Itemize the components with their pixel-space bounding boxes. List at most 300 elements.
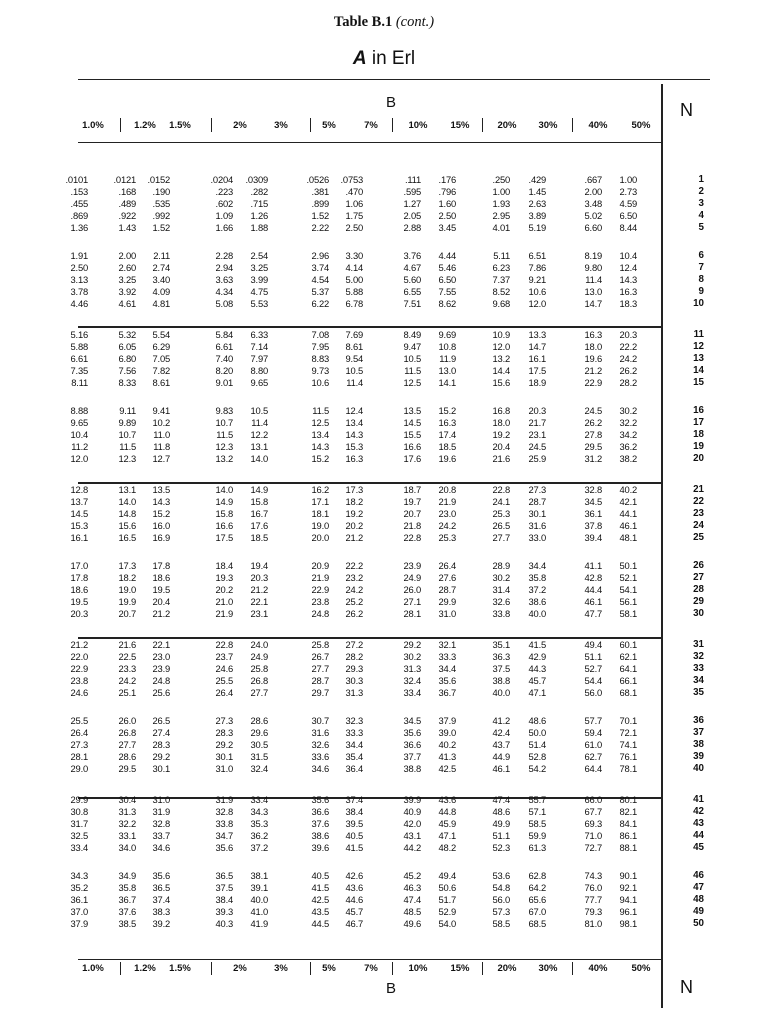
table-cell: 9.83 <box>215 405 233 416</box>
table-cell: 1.27 <box>403 198 421 209</box>
row-n-label: 17 <box>693 417 704 428</box>
table-cell: 16.2 <box>311 484 329 495</box>
table-cell: 58.1 <box>619 608 637 619</box>
table-subtitle <box>0 48 768 70</box>
table-cell: 42.5 <box>438 763 456 774</box>
table-cell: 24.0 <box>250 639 268 650</box>
row-n-label: 38 <box>693 739 704 750</box>
table-cell: 18.2 <box>345 496 363 507</box>
table-cell: 40.9 <box>403 806 421 817</box>
column-footer: 40% <box>588 963 608 974</box>
table-cell: .0753 <box>340 174 363 185</box>
column-footer: 7% <box>364 963 378 974</box>
row-n-label: 18 <box>693 429 704 440</box>
row-n-label: 14 <box>693 365 704 376</box>
table-cell: 14.7 <box>584 298 602 309</box>
row-n-label: 7 <box>698 262 704 273</box>
table-cell: 52.9 <box>438 906 456 917</box>
table-cell: 13.2 <box>215 453 233 464</box>
table-cell: 34.4 <box>528 560 546 571</box>
table-cell: 24.5 <box>584 405 602 416</box>
table-cell: 8.80 <box>250 365 268 376</box>
table-cell: 41.9 <box>250 918 268 929</box>
table-cell: 77.7 <box>584 894 602 905</box>
table-cell: 57.3 <box>492 906 510 917</box>
table-cell: 33.7 <box>152 830 170 841</box>
table-cell: 50.6 <box>438 882 456 893</box>
table-cell: 8.62 <box>438 298 456 309</box>
header-separator-2 <box>211 118 212 132</box>
table-cell: 48.1 <box>619 532 637 543</box>
header-separator-1 <box>120 118 121 132</box>
table-cell: 14.9 <box>250 484 268 495</box>
table-cell: 32.4 <box>250 763 268 774</box>
table-cell: 1.60 <box>438 198 456 209</box>
table-cell: 19.3 <box>215 572 233 583</box>
table-cell: 37.9 <box>438 715 456 726</box>
table-cell: 9.80 <box>584 262 602 273</box>
table-cell: 39.0 <box>438 727 456 738</box>
table-cell: 38.6 <box>528 596 546 607</box>
table-cell: 41.5 <box>345 842 363 853</box>
table-cell: 14.3 <box>311 441 329 452</box>
table-cell: 11.4 <box>251 417 268 428</box>
table-cell: 35.6 <box>152 870 170 881</box>
table-cell: 30.1 <box>215 751 233 762</box>
table-cell: 4.59 <box>619 198 637 209</box>
table-cell: 61.3 <box>528 842 546 853</box>
table-cell: 3.40 <box>152 274 170 285</box>
column-footer: 15% <box>450 963 470 974</box>
table-cell: 1.93 <box>492 198 510 209</box>
table-cell: 4.34 <box>215 286 233 297</box>
table-cell: 40.2 <box>619 484 637 495</box>
table-cell: 40.5 <box>345 830 363 841</box>
table-cell: 22.5 <box>118 651 136 662</box>
table-cell: 86.1 <box>619 830 637 841</box>
table-cell: 27.4 <box>152 727 170 738</box>
table-cell: 17.6 <box>403 453 421 464</box>
row-n-label: 27 <box>693 572 704 583</box>
column-header: 2% <box>233 120 247 131</box>
table-cell: 8.33 <box>118 377 136 388</box>
table-cell: 5.19 <box>528 222 546 233</box>
table-cell: 35.6 <box>403 727 421 738</box>
table-cell: 43.6 <box>438 794 456 805</box>
table-cell: 24.2 <box>345 584 363 595</box>
table-cell: 21.6 <box>118 639 136 650</box>
footer-separator-3 <box>310 962 311 975</box>
table-cell: 90.1 <box>619 870 637 881</box>
table-cell: 36.6 <box>403 739 421 750</box>
row-n-label: 44 <box>693 830 704 841</box>
table-cell: 38.4 <box>345 806 363 817</box>
table-cell: 28.3 <box>215 727 233 738</box>
table-cell: 39.1 <box>250 882 268 893</box>
table-cell: 74.1 <box>619 739 637 750</box>
table-cell: 19.0 <box>311 520 329 531</box>
table-cell: 3.48 <box>584 198 602 209</box>
table-cell: 2.54 <box>250 250 268 261</box>
table-cell: 15.5 <box>403 429 421 440</box>
table-cell: 2.00 <box>584 186 602 197</box>
table-cell: 35.8 <box>118 882 136 893</box>
table-cell: 14.5 <box>403 417 421 428</box>
table-cell: 59.9 <box>528 830 546 841</box>
table-cell: 11.4 <box>346 377 363 388</box>
table-cell: 22.2 <box>619 341 637 352</box>
table-cell: 11.4 <box>585 274 602 285</box>
table-cell: 14.0 <box>215 484 233 495</box>
table-cell: 27.2 <box>345 639 363 650</box>
table-cell: 3.45 <box>438 222 456 233</box>
table-cell: 20.9 <box>311 560 329 571</box>
table-cell: 45.9 <box>438 818 456 829</box>
table-cell: 11.5 <box>216 429 233 440</box>
table-cell: 52.7 <box>584 663 602 674</box>
table-cell: 7.37 <box>492 274 510 285</box>
table-cell: 1.75 <box>345 210 363 221</box>
table-cell: .899 <box>311 198 329 209</box>
header-separator-4 <box>392 118 393 132</box>
table-cell: 45.7 <box>345 906 363 917</box>
row-n-label: 30 <box>693 608 704 619</box>
table-cell: 49.9 <box>492 818 510 829</box>
table-cell: 14.3 <box>619 274 637 285</box>
table-cell: 37.2 <box>528 584 546 595</box>
table-cell: 6.80 <box>118 353 136 364</box>
table-cell: 42.6 <box>345 870 363 881</box>
table-cell: 19.7 <box>403 496 421 507</box>
table-cell: 32.8 <box>215 806 233 817</box>
table-cell: 64.2 <box>528 882 546 893</box>
table-cell: 23.9 <box>152 663 170 674</box>
column-header: 5% <box>322 120 336 131</box>
table-cell: .796 <box>438 186 456 197</box>
table-cell: 20.7 <box>403 508 421 519</box>
table-cell: 72.1 <box>619 727 637 738</box>
table-cell: 78.1 <box>619 763 637 774</box>
table-cell: 19.6 <box>438 453 456 464</box>
table-cell: 30.1 <box>528 508 546 519</box>
table-cell: 45.2 <box>403 870 421 881</box>
table-cell: 23.1 <box>250 608 268 619</box>
table-cell: 39.2 <box>152 918 170 929</box>
table-cell: 24.6 <box>70 687 88 698</box>
table-cell: 18.3 <box>619 298 637 309</box>
table-cell: 16.7 <box>250 508 268 519</box>
table-cell: 4.09 <box>152 286 170 297</box>
table-cell: 33.4 <box>250 794 268 805</box>
table-cell: 38.8 <box>492 675 510 686</box>
table-cell: 14.3 <box>345 429 363 440</box>
table-cell: 8.52 <box>492 286 510 297</box>
table-cell: 16.1 <box>528 353 546 364</box>
table-cell: 10.8 <box>438 341 456 352</box>
table-cell: 31.3 <box>345 687 363 698</box>
table-cell: 7.82 <box>152 365 170 376</box>
table-cell: 10.7 <box>215 417 233 428</box>
table-cell: 50.0 <box>528 727 546 738</box>
table-cell: 28.7 <box>528 496 546 507</box>
table-cell: 8.61 <box>345 341 363 352</box>
table-cell: 51.1 <box>492 830 510 841</box>
table-cell: 57.1 <box>528 806 546 817</box>
table-cell: 19.5 <box>70 596 88 607</box>
row-n-label: 5 <box>698 222 704 233</box>
table-cell: 31.3 <box>118 806 136 817</box>
table-cell: 34.3 <box>70 870 88 881</box>
table-cell: 35.6 <box>311 794 329 805</box>
table-cell: 17.6 <box>250 520 268 531</box>
table-cell: 25.5 <box>215 675 233 686</box>
table-cell: 25.1 <box>118 687 136 698</box>
table-cell: 21.9 <box>215 608 233 619</box>
table-cell: 1.88 <box>250 222 268 233</box>
table-cell: 10.5 <box>403 353 421 364</box>
table-cell: 2.95 <box>492 210 510 221</box>
table-cell: 24.2 <box>118 675 136 686</box>
table-cell: 35.1 <box>492 639 510 650</box>
table-cell: 12.0 <box>528 298 546 309</box>
table-cell: 11.2 <box>71 441 88 452</box>
table-cell: 46.3 <box>403 882 421 893</box>
table-cell: 15.2 <box>311 453 329 464</box>
table-cell: 12.8 <box>70 484 88 495</box>
table-cell: 31.4 <box>492 584 510 595</box>
table-cell: 18.6 <box>70 584 88 595</box>
table-cell: 1.09 <box>215 210 233 221</box>
table-cell: 8.61 <box>152 377 170 388</box>
table-cell: 9.89 <box>118 417 136 428</box>
table-cell: 13.1 <box>250 441 268 452</box>
table-cell: 84.1 <box>619 818 637 829</box>
table-cell: 13.5 <box>403 405 421 416</box>
table-cell: 61.0 <box>584 739 602 750</box>
table-cell: 70.1 <box>619 715 637 726</box>
table-cell: 39.4 <box>584 532 602 543</box>
table-cell: 34.7 <box>215 830 233 841</box>
table-cell: 29.9 <box>438 596 456 607</box>
table-cell: 7.95 <box>311 341 329 352</box>
table-cell: 30.2 <box>619 405 637 416</box>
column-header: 1.0% <box>82 120 104 131</box>
table-cell: 1.00 <box>619 174 637 185</box>
table-cell: 30.2 <box>403 651 421 662</box>
table-cell: 5.53 <box>250 298 268 309</box>
table-cell: 12.7 <box>152 453 170 464</box>
table-cell: 33.0 <box>528 532 546 543</box>
table-cell: 48.5 <box>403 906 421 917</box>
table-cell: 25.3 <box>492 508 510 519</box>
table-title-main: Table B.1 <box>333 14 393 30</box>
table-cell: 7.05 <box>152 353 170 364</box>
column-header: 30% <box>538 120 558 131</box>
table-cell: 10.2 <box>152 417 170 428</box>
table-cell: 7.51 <box>403 298 421 309</box>
row-n-label: 39 <box>693 751 704 762</box>
table-cell: 58.5 <box>528 818 546 829</box>
row-n-label: 47 <box>693 882 704 893</box>
table-cell: 21.2 <box>345 532 363 543</box>
table-cell: 31.7 <box>70 818 88 829</box>
table-cell: 26.0 <box>118 715 136 726</box>
table-cell: 16.3 <box>619 286 637 297</box>
table-cell: 16.3 <box>584 329 602 340</box>
table-cell: 45.7 <box>528 675 546 686</box>
table-cell: 44.3 <box>528 663 546 674</box>
table-cell: 8.44 <box>619 222 637 233</box>
table-cell: 27.7 <box>311 663 329 674</box>
table-cell: 74.3 <box>584 870 602 881</box>
table-cell: 5.54 <box>152 329 170 340</box>
table-cell: 43.6 <box>345 882 363 893</box>
table-cell: 20.4 <box>152 596 170 607</box>
row-n-label: 34 <box>693 675 704 686</box>
table-cell: 3.76 <box>403 250 421 261</box>
table-cell: 28.9 <box>492 560 510 571</box>
table-cell: 37.5 <box>492 663 510 674</box>
row-n-label: 8 <box>698 274 704 285</box>
table-cell: .0204 <box>210 174 233 185</box>
row-n-label: 3 <box>698 198 704 209</box>
table-cell: 6.55 <box>403 286 421 297</box>
table-cell: 29.3 <box>345 663 363 674</box>
table-cell: 31.5 <box>250 751 268 762</box>
table-cell: 20.3 <box>250 572 268 583</box>
table-cell: 38.2 <box>619 453 637 464</box>
table-cell: 9.69 <box>438 329 456 340</box>
table-cell: .489 <box>118 198 136 209</box>
table-cell: .470 <box>345 186 363 197</box>
table-cell: 36.1 <box>70 894 88 905</box>
table-cell: 16.5 <box>118 532 136 543</box>
table-cell: 35.8 <box>528 572 546 583</box>
table-cell: 23.9 <box>403 560 421 571</box>
table-cell: 24.2 <box>619 353 637 364</box>
table-cell: 6.78 <box>345 298 363 309</box>
table-cell: 9.21 <box>528 274 546 285</box>
table-cell: 17.4 <box>438 429 456 440</box>
row-n-label: 31 <box>693 639 704 650</box>
table-cell: 41.5 <box>528 639 546 650</box>
table-cell: 26.8 <box>118 727 136 738</box>
table-cell: 22.8 <box>215 639 233 650</box>
table-cell: 25.3 <box>438 532 456 543</box>
table-cell: 54.4 <box>584 675 602 686</box>
table-cell: 38.5 <box>118 918 136 929</box>
table-cell: 36.5 <box>215 870 233 881</box>
row-n-label: 2 <box>698 186 704 197</box>
table-cell: 40.3 <box>215 918 233 929</box>
table-cell: 16.0 <box>152 520 170 531</box>
table-cell: 6.61 <box>70 353 88 364</box>
table-cell: 21.7 <box>528 417 546 428</box>
table-cell: 15.3 <box>70 520 88 531</box>
table-cell: 23.0 <box>438 508 456 519</box>
row-n-label: 28 <box>693 584 704 595</box>
table-cell: 36.6 <box>311 806 329 817</box>
table-cell: 19.2 <box>345 508 363 519</box>
table-cell: 30.3 <box>345 675 363 686</box>
table-cell: 16.3 <box>438 417 456 428</box>
table-cell: 41.5 <box>311 882 329 893</box>
table-cell: 80.1 <box>619 794 637 805</box>
table-cell: 33.8 <box>215 818 233 829</box>
table-cell: 24.1 <box>492 496 510 507</box>
subtitle-symbol: A <box>352 48 367 69</box>
table-cell: 50.1 <box>619 560 637 571</box>
row-n-label: 23 <box>693 508 704 519</box>
table-cell: 54.1 <box>619 584 637 595</box>
table-cell: 98.1 <box>619 918 637 929</box>
header-separator-5 <box>482 118 483 132</box>
table-cell: 10.4 <box>70 429 88 440</box>
footer-separator-1 <box>120 962 121 975</box>
table-cell: 56.0 <box>584 687 602 698</box>
table-cell: 9.41 <box>152 405 170 416</box>
table-cell: 54.0 <box>438 918 456 929</box>
table-cell: .0309 <box>245 174 268 185</box>
table-cell: 18.5 <box>250 532 268 543</box>
row-n-label: 43 <box>693 818 704 829</box>
table-cell: 17.8 <box>152 560 170 571</box>
table-cell: 35.2 <box>70 882 88 893</box>
table-cell: 13.3 <box>528 329 546 340</box>
table-cell: 32.2 <box>619 417 637 428</box>
n-label-bottom: N <box>680 977 693 997</box>
subtitle-unit: in Erl <box>371 48 416 69</box>
row-n-label: 41 <box>693 794 704 805</box>
table-cell: 8.11 <box>71 377 88 388</box>
row-n-label: 37 <box>693 727 704 738</box>
table-cell: 48.6 <box>492 806 510 817</box>
table-cell: 37.5 <box>215 882 233 893</box>
row-n-label: 46 <box>693 870 704 881</box>
table-cell: 27.3 <box>70 739 88 750</box>
table-cell: 16.3 <box>345 453 363 464</box>
table-cell: 22.2 <box>345 560 363 571</box>
table-cell: 24.9 <box>403 572 421 583</box>
column-footer: 30% <box>538 963 558 974</box>
table-cell: 34.4 <box>438 663 456 674</box>
table-cell: 42.8 <box>584 572 602 583</box>
table-cell: 66.1 <box>619 675 637 686</box>
table-cell: .168 <box>118 186 136 197</box>
table-cell: 76.1 <box>619 751 637 762</box>
table-cell: 27.7 <box>492 532 510 543</box>
footer-separator-6 <box>572 962 573 975</box>
table-cell: 56.0 <box>492 894 510 905</box>
table-cell: 43.5 <box>311 906 329 917</box>
table-cell: 38.1 <box>250 870 268 881</box>
table-cell: 28.7 <box>438 584 456 595</box>
table-cell: 37.8 <box>584 520 602 531</box>
table-cell: 42.9 <box>528 651 546 662</box>
table-cell: 18.0 <box>584 341 602 352</box>
table-cell: 33.4 <box>70 842 88 853</box>
table-cell: 96.1 <box>619 906 637 917</box>
table-cell: 11.5 <box>312 405 329 416</box>
table-cell: 5.32 <box>118 329 136 340</box>
row-n-label: 36 <box>693 715 704 726</box>
table-cell: 6.22 <box>311 298 329 309</box>
table-cell: 5.88 <box>70 341 88 352</box>
table-cell: 44.8 <box>438 806 456 817</box>
table-cell: 25.9 <box>528 453 546 464</box>
table-cell: 35.6 <box>438 675 456 686</box>
row-n-label: 45 <box>693 842 704 853</box>
